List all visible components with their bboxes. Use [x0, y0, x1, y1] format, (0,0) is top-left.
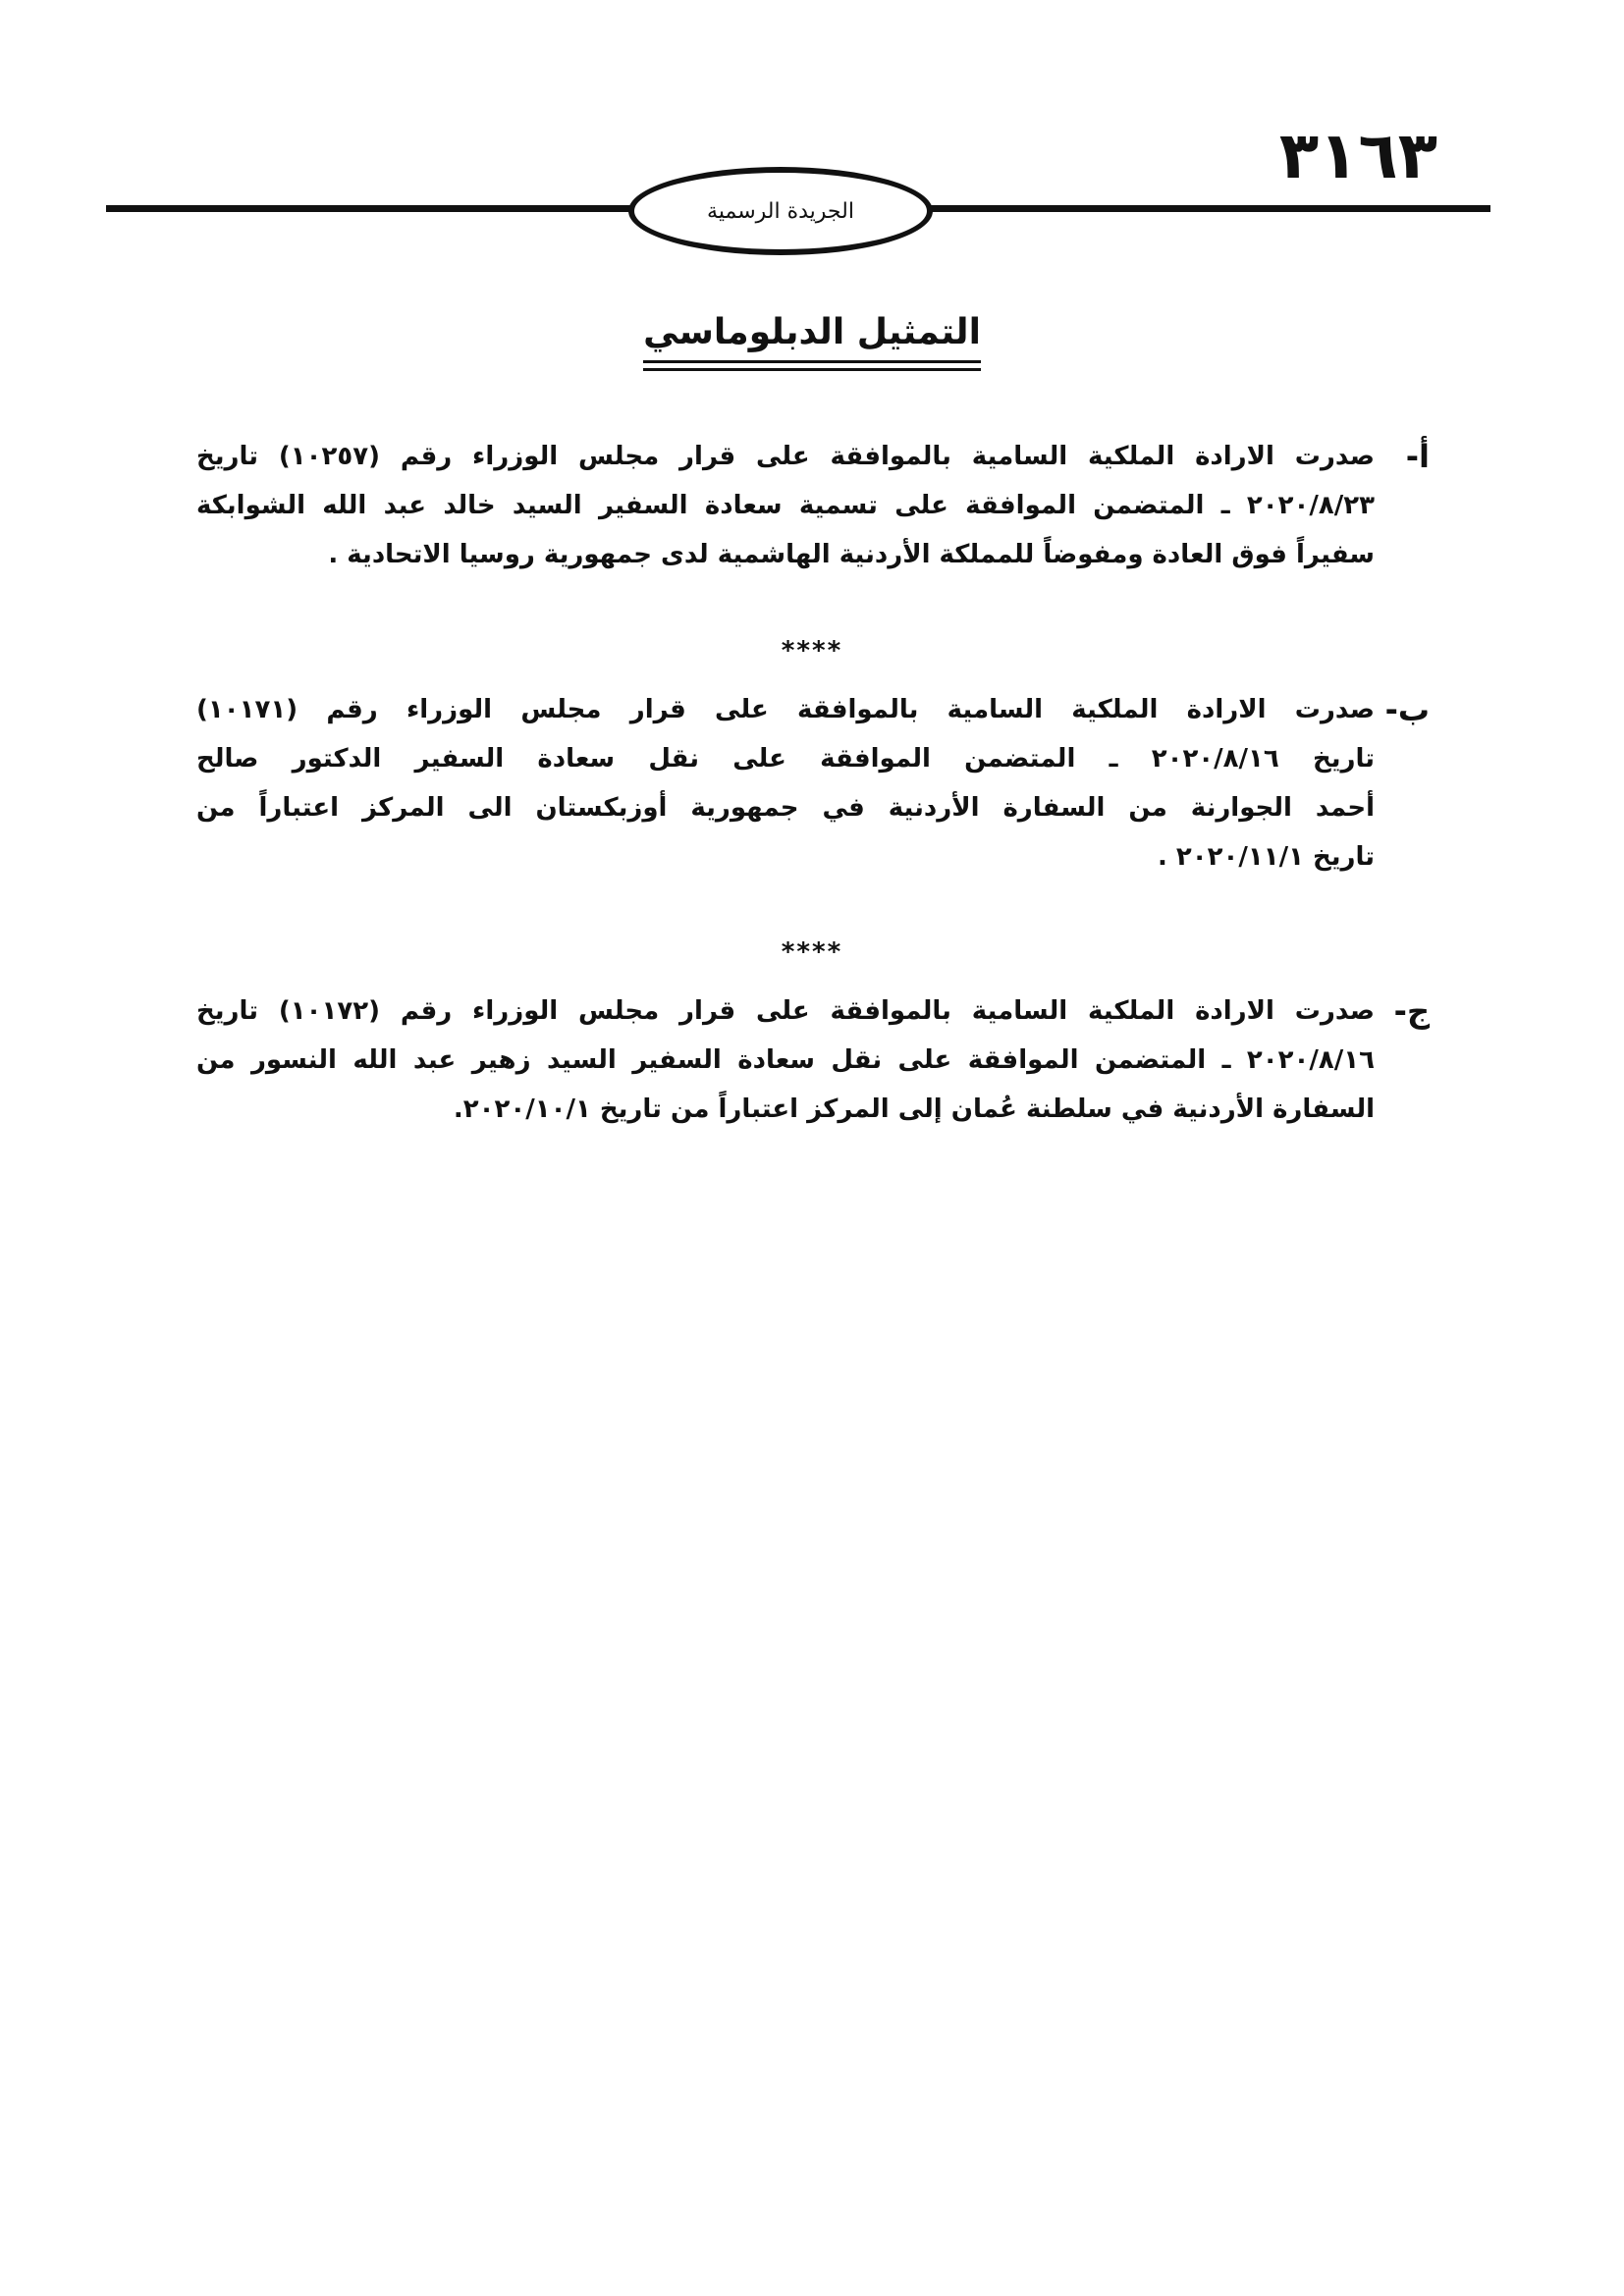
- item-b-line-4: تاريخ ٢٠٢٠/١١/١ .: [1157, 842, 1375, 872]
- decree-item-b: [196, 685, 1430, 881]
- item-a-line-2: ٢٠٢٠/٨/٢٣ ـ المتضمن الموافقة على تسمية سعادة السفير السيد خالد عبد الله الشوابكة: [196, 491, 1375, 520]
- item-marker-c: ج-: [1393, 992, 1430, 1030]
- item-b-line-2: تاريخ ٢٠٢٠/٨/١٦ ـ المتضمن الموافقة على نقل سعادة السفير الدكتور صالح: [196, 744, 1376, 774]
- decree-item-c: [196, 987, 1430, 1134]
- item-a-line-3: سفيراً فوق العادة ومفوضاً للمملكة الأردنية الهاشمية لدى جمهورية روسيا الاتحادية .: [328, 540, 1375, 569]
- item-marker-b: ب-: [1384, 691, 1430, 728]
- page-number: ٣١٦٣: [1278, 118, 1437, 193]
- gazette-name: الجريدة الرسمية: [707, 198, 854, 224]
- decree-item-a: [196, 432, 1430, 579]
- item-c-line-1: صدرت الارادة الملكية السامية بالموافقة على قرار مجلس الوزراء رقم (١٠١٧٢) تاريخ: [196, 996, 1375, 1026]
- item-c-line-3: السفارة الأردنية في سلطنة عُمان إلى المركز اعتباراً من تاريخ ٢٠٢٠/١٠/١.: [453, 1095, 1375, 1124]
- separator-2: ****: [781, 937, 843, 967]
- item-marker-a: أ-: [1405, 438, 1430, 475]
- item-c-line-2: ٢٠٢٠/٨/١٦ ـ المتضمن الموافقة على نقل سعادة السفير السيد زهير عبد الله النسور من: [196, 1045, 1375, 1075]
- separator-1: ****: [781, 636, 843, 666]
- item-a-line-1: صدرت الارادة الملكية السامية بالموافقة على قرار مجلس الوزراء رقم (١٠٢٥٧) تاريخ: [196, 442, 1375, 471]
- section-title-container: [0, 312, 1624, 363]
- gazette-name-oval: [628, 167, 933, 255]
- item-b-line-3: أحمد الجوارنة من السفارة الأردنية في جمهورية أوزبكستان الى المركز اعتباراً من: [196, 793, 1375, 823]
- item-b-line-1: صدرت الارادة الملكية السامية بالموافقة على قرار مجلس الوزراء رقم (١٠١٧١): [196, 695, 1375, 724]
- section-title: التمثيل الدبلوماسي: [643, 312, 981, 363]
